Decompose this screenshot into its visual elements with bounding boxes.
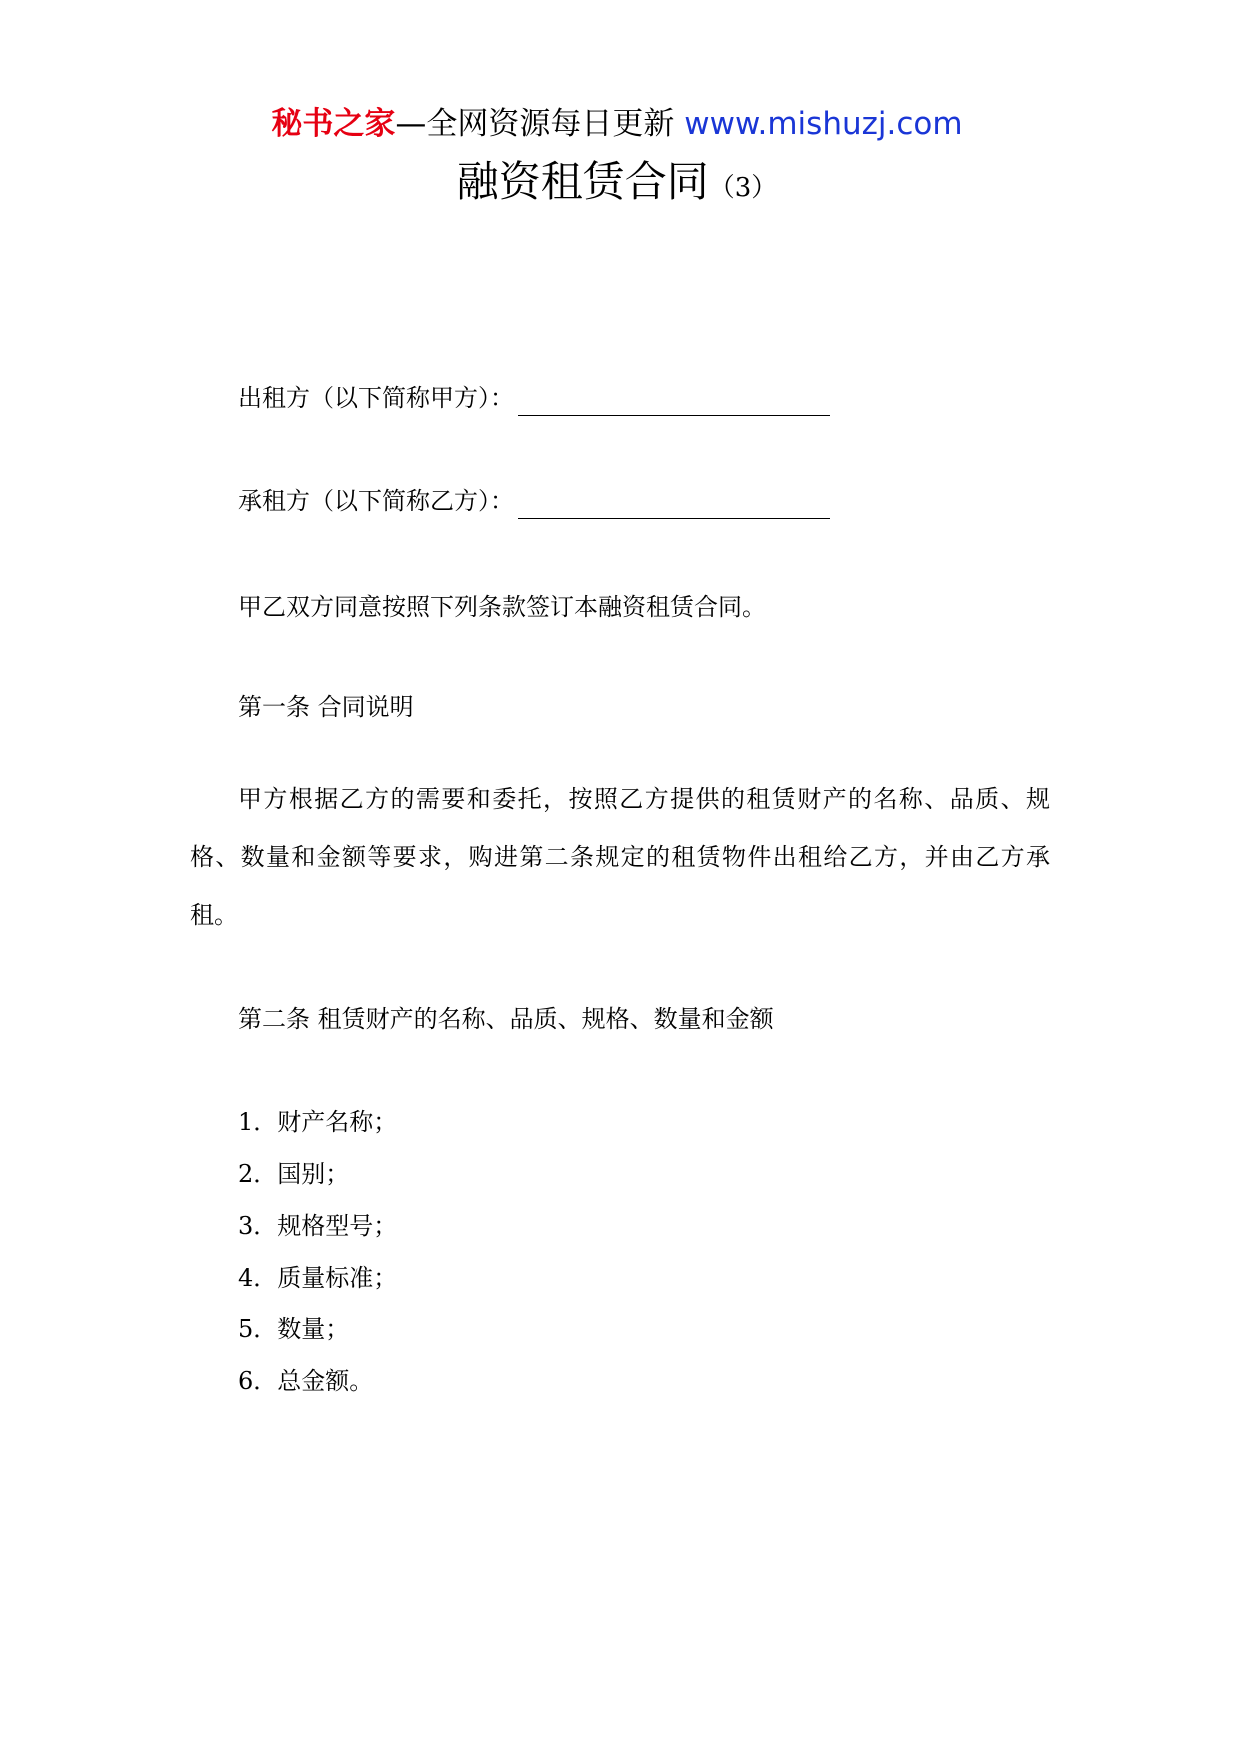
- list-item: 3．规格型号；: [238, 1212, 398, 1240]
- lessor-line: [238, 380, 830, 416]
- intro-text: 甲乙双方同意按照下列条款签订本融资租赁合同。: [238, 593, 766, 621]
- title-suffix: （3）: [708, 173, 778, 203]
- list-item: 2．国别；: [238, 1160, 350, 1188]
- article1-heading: 第一条 合同说明: [238, 693, 414, 721]
- lessor-blank-field[interactable]: [518, 389, 830, 416]
- list-item: 1．财产名称；: [238, 1108, 398, 1136]
- banner-slogan: —全网资源每日更新: [395, 106, 675, 142]
- lessee-label: 承租方（以下简称乙方）：: [238, 487, 514, 515]
- article1-body: 甲方根据乙方的需要和委托，按照乙方提供的租赁财产的名称、品质、规格、数量和金额等要求，购进第二条规定的租赁物件出租给乙方，并由乙方承租。: [190, 785, 1050, 929]
- lessee-blank-field[interactable]: [518, 492, 830, 519]
- banner-brand: 秘书之家: [271, 106, 396, 142]
- lessee-line: [238, 483, 830, 519]
- list-item: 4．质量标准；: [238, 1264, 398, 1292]
- lessor-label: 出租方（以下简称甲方）：: [238, 384, 514, 412]
- document-title: [0, 152, 1234, 218]
- list-item: 6．总金额。: [238, 1367, 374, 1395]
- banner-url-link[interactable]: www.mishuzj.com: [684, 106, 963, 142]
- site-banner: [0, 100, 1234, 148]
- title-main: 融资租赁合同: [456, 157, 709, 206]
- article2-heading: 第二条 租赁财产的名称、品质、规格、数量和金额: [238, 1005, 774, 1033]
- list-item: 5．数量；: [238, 1315, 350, 1343]
